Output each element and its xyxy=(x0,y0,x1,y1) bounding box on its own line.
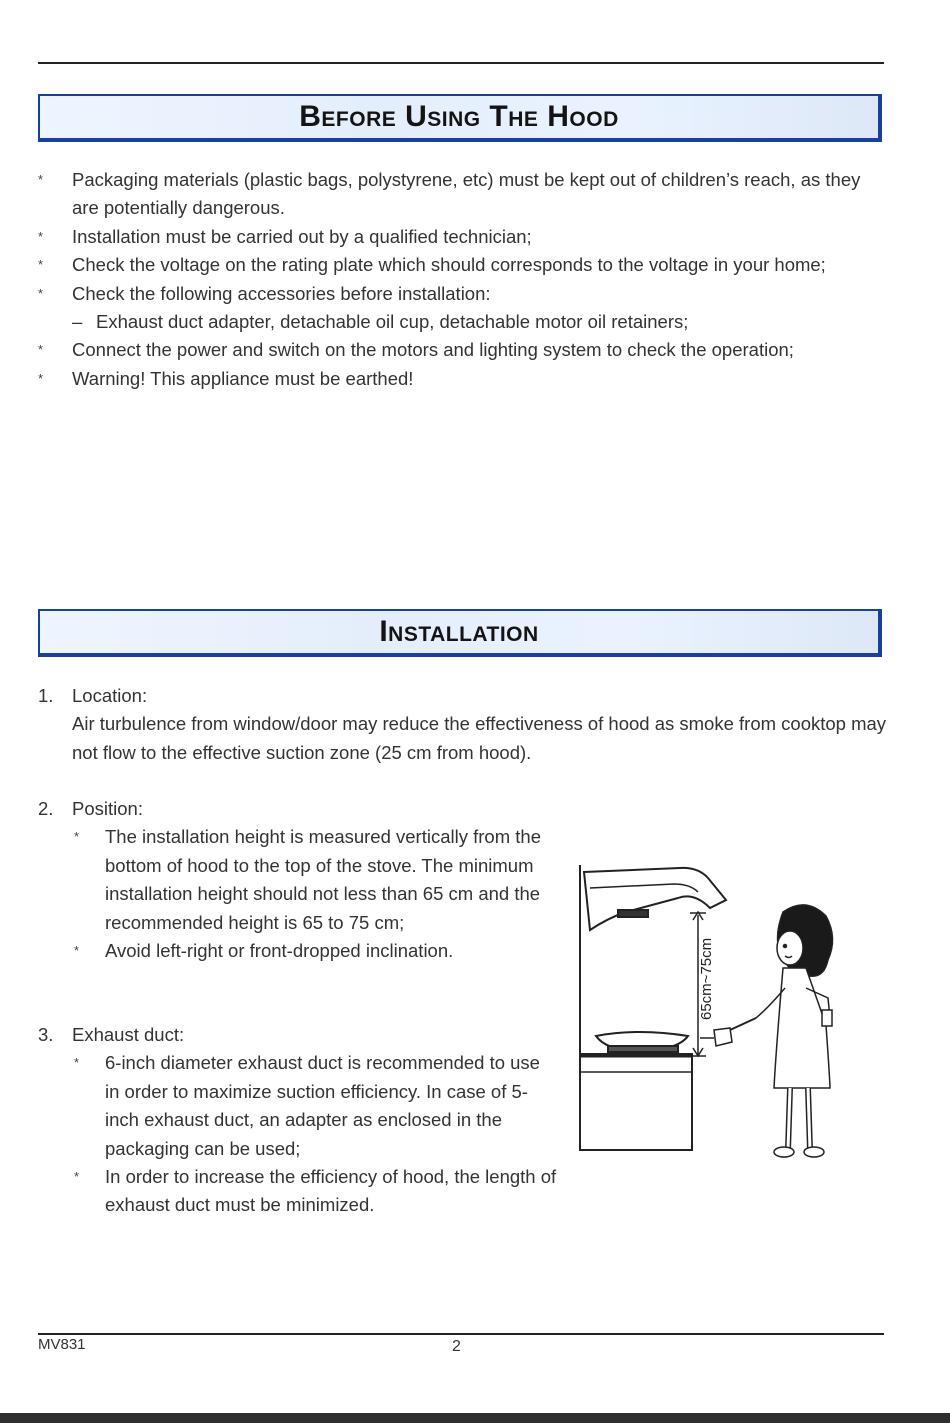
bullet-asterisk-icon: * xyxy=(38,285,44,301)
page-number: 2 xyxy=(452,1338,461,1355)
position-heading: Position: xyxy=(72,798,143,819)
height-range-label: 65cm~75cm xyxy=(698,937,715,1020)
location-heading: Location: xyxy=(72,685,148,706)
list-subitem: – Exhaust duct adapter, detachable oil cup, detachable motor oil retainers; xyxy=(38,308,888,336)
list-item: * 6-inch diameter exhaust duct is recommended to use in order to maximize suction efficiency. In case of 5-inch exhaust duct, an adapter as enclosed in the packaging can be used; xyxy=(72,1049,558,1163)
bullet-asterisk-icon: * xyxy=(38,172,44,187)
section-title-installation: Installation xyxy=(379,615,539,648)
top-rule xyxy=(38,62,884,64)
section-number: 1. xyxy=(38,685,54,706)
exhaust-heading: Exhaust duct: xyxy=(72,1024,185,1045)
ladle-cup xyxy=(714,1028,732,1046)
list-item: * The installation height is measured vertically from the bottom of hood to the top of the stove. The minimum installation height should not less than 65 cm and the recommended height is 65 to 75 cm; xyxy=(72,823,558,937)
section-number: 2. xyxy=(38,798,54,819)
bullet-asterisk-icon: * xyxy=(74,1169,80,1185)
bullet-asterisk-icon: * xyxy=(74,943,80,959)
installation-height-illustration xyxy=(578,860,858,1160)
list-item: * Check the following accessories before installation: xyxy=(38,280,888,308)
list-item: * Packaging materials (plastic bags, polystyrene, etc) must be kept out of children’s reach, as they are potentially dangerous. xyxy=(38,166,888,223)
list-item: * Avoid left-right or front-dropped inclination. xyxy=(72,937,558,965)
bullet-asterisk-icon: * xyxy=(38,342,44,358)
precautions-list xyxy=(38,166,888,393)
bullet-asterisk-icon: * xyxy=(38,370,44,386)
location-section xyxy=(38,682,888,767)
bullet-asterisk-icon: * xyxy=(38,228,44,244)
location-text: Air turbulence from window/door may reduce the effectiveness of hood as smoke from cooktop may not flow to the effective suction zone (25 cm from hood). xyxy=(72,713,887,763)
section-title-before-using: Before Using The Hood xyxy=(299,100,619,133)
scan-edge-strip xyxy=(0,1413,950,1423)
bullet-asterisk-icon: * xyxy=(74,829,80,845)
footer-model-number: MV831 xyxy=(38,1336,86,1353)
bullet-asterisk-icon: * xyxy=(74,1055,80,1071)
bullet-asterisk-icon: * xyxy=(38,257,44,273)
hood-light xyxy=(618,910,648,917)
list-item: * Installation must be carried out by a qualified technician; xyxy=(38,223,888,251)
dash-bullet-icon: – xyxy=(72,311,83,333)
girl-with-ladle-icon xyxy=(700,905,833,1157)
stove-cabinet xyxy=(580,1054,692,1150)
bottom-rule xyxy=(38,1333,884,1335)
list-item: * Check the voltage on the rating plate which should corresponds to the voltage in your home; xyxy=(38,251,888,279)
section-banner-before-using xyxy=(38,94,882,142)
list-item: * Warning! This appliance must be earthed! xyxy=(38,365,888,393)
section-banner-installation xyxy=(38,609,882,657)
section-number: 3. xyxy=(38,1024,54,1045)
list-item: * Connect the power and switch on the motors and lighting system to check the operation; xyxy=(38,336,888,364)
range-hood-icon xyxy=(584,868,726,930)
list-item: * In order to increase the efficiency of hood, the length of exhaust duct must be minimized. xyxy=(72,1163,558,1220)
